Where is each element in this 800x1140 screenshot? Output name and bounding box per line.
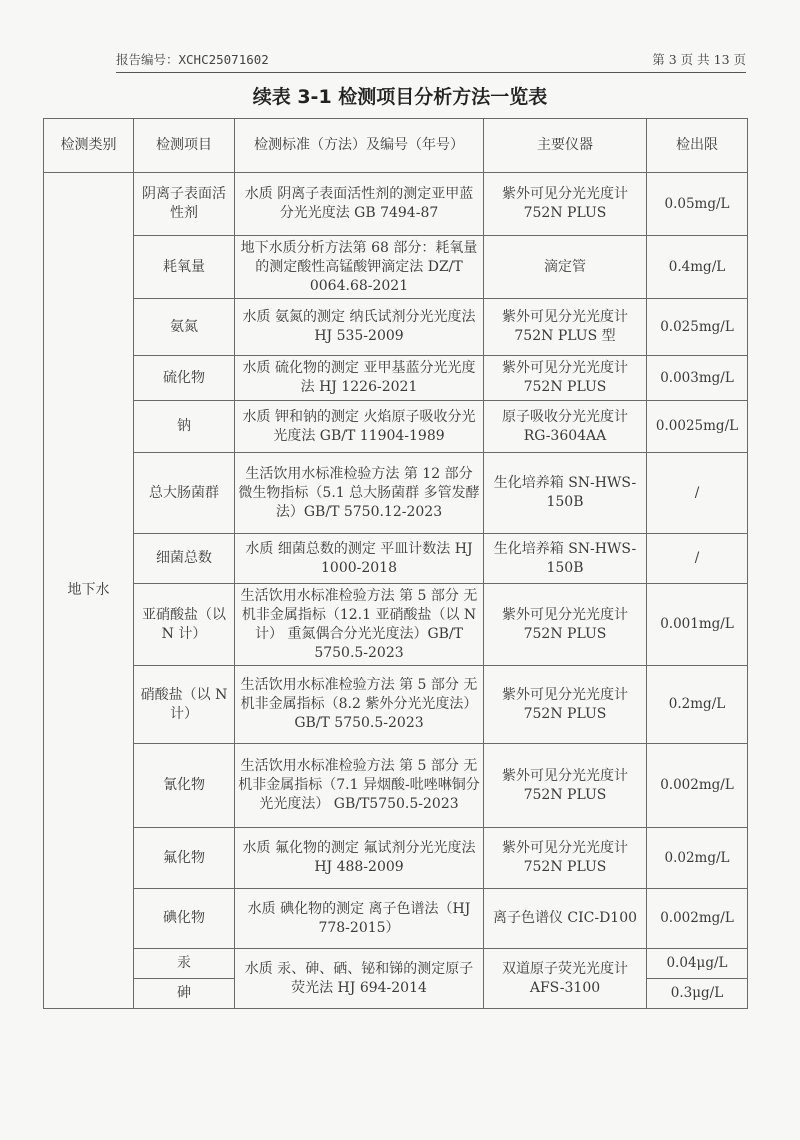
method-cell: 水质 细菌总数的测定 平皿计数法 HJ 1000-2018 (235, 534, 484, 584)
method-cell: 水质 硫化物的测定 亚甲基蓝分光光度法 HJ 1226-2021 (235, 356, 484, 401)
instrument-cell: 滴定管 (484, 236, 647, 299)
instrument-cell: 紫外可见分光光度计 752N PLUS 型 (484, 299, 647, 356)
method-cell: 地下水质分析方法第 68 部分：耗氧量的测定酸性高锰酸钾滴定法 DZ/T 0064.68-2021 (235, 236, 484, 299)
method-cell: 生活饮用水标准检验方法 第 5 部分 无机非金属指标（8.2 紫外分光光度法）GB/T 5750.5-2023 (235, 666, 484, 744)
page-number: 第 3 页 共 13 页 (652, 52, 746, 67)
method-cell: 水质 阴离子表面活性剂的测定亚甲蓝分光光度法 GB 7494-87 (235, 173, 484, 236)
limit-cell: 0.3μg/L (647, 979, 748, 1009)
limit-cell: 0.4mg/L (647, 236, 748, 299)
table-row (44, 356, 748, 401)
item-cell: 氰化物 (134, 744, 235, 828)
table-title: 续表 3-1 检测项目分析方法一览表 (252, 86, 548, 108)
limit-cell: 0.05mg/L (647, 173, 748, 236)
limit-cell: 0.02mg/L (647, 828, 748, 889)
instrument-cell: 紫外可见分光光度计 752N PLUS (484, 356, 647, 401)
limit-cell: 0.001mg/L (647, 584, 748, 666)
table-row (44, 744, 748, 828)
table-row (44, 666, 748, 744)
table-header-row (44, 119, 748, 173)
method-cell: 水质 碘化物的测定 离子色谱法（HJ 778-2015） (235, 889, 484, 949)
item-cell: 阴离子表面活性剂 (134, 173, 235, 236)
item-cell: 钠 (134, 401, 235, 453)
page-header (116, 46, 746, 73)
table-row (44, 534, 748, 584)
table-row (44, 949, 748, 979)
table-row (44, 828, 748, 889)
method-cell: 水质 氨氮的测定 纳氏试剂分光光度法 HJ 535-2009 (235, 299, 484, 356)
table-row (44, 236, 748, 299)
table-row (44, 889, 748, 949)
method-cell: 水质 钾和钠的测定 火焰原子吸收分光光度法 GB/T 11904-1989 (235, 401, 484, 453)
methods-table (43, 118, 748, 1009)
instrument-cell: 紫外可见分光光度计 752N PLUS (484, 828, 647, 889)
col-header-instrument: 主要仪器 (484, 119, 647, 173)
limit-cell: 0.0025mg/L (647, 401, 748, 453)
limit-cell: 0.002mg/L (647, 889, 748, 949)
instrument-cell: 生化培养箱 SN-HWS-150B (484, 534, 647, 584)
item-cell: 细菌总数 (134, 534, 235, 584)
limit-cell: 0.002mg/L (647, 744, 748, 828)
method-cell: 生活饮用水标准检验方法 第 5 部分 无机非金属指标（7.1 异烟酸-吡唑啉铜分光光度法） GB/T5750.5-2023 (235, 744, 484, 828)
instrument-cell: 离子色谱仪 CIC-D100 (484, 889, 647, 949)
item-cell: 氨氮 (134, 299, 235, 356)
instrument-cell: 紫外可见分光光度计 752N PLUS (484, 173, 647, 236)
instrument-cell: 紫外可见分光光度计 752N PLUS (484, 666, 647, 744)
instrument-cell: 生化培养箱 SN-HWS-150B (484, 453, 647, 534)
table-row (44, 584, 748, 666)
method-cell: 水质 氟化物的测定 氟试剂分光光度法 HJ 488-2009 (235, 828, 484, 889)
table-row (44, 401, 748, 453)
limit-cell: 0.025mg/L (647, 299, 748, 356)
limit-cell: 0.003mg/L (647, 356, 748, 401)
col-header-category: 检测类别 (44, 119, 134, 173)
table-row (44, 299, 748, 356)
table-row (44, 173, 748, 236)
item-cell: 耗氧量 (134, 236, 235, 299)
item-cell: 硫化物 (134, 356, 235, 401)
instrument-cell: 双道原子荧光光度计 AFS-3100 (484, 949, 647, 1009)
item-cell: 氟化物 (134, 828, 235, 889)
item-cell: 碘化物 (134, 889, 235, 949)
item-cell: 总大肠菌群 (134, 453, 235, 534)
instrument-cell: 紫外可见分光光度计 752N PLUS (484, 584, 647, 666)
instrument-cell: 紫外可见分光光度计 752N PLUS (484, 744, 647, 828)
method-cell: 生活饮用水标准检验方法 第 5 部分 无机非金属指标（12.1 亚硝酸盐（以 N 计） 重氮偶合分光光度法）GB/T 5750.5-2023 (235, 584, 484, 666)
instrument-cell: 原子吸收分光光度计 RG-3604AA (484, 401, 647, 453)
report-number: 报告编号：XCHC25071602 (116, 52, 269, 67)
table-row (44, 453, 748, 534)
col-header-method: 检测标准（方法）及编号（年号） (235, 119, 484, 173)
limit-cell: 0.2mg/L (647, 666, 748, 744)
category-cell: 地下水 (44, 173, 134, 1009)
limit-cell: / (647, 534, 748, 584)
limit-cell: 0.04μg/L (647, 949, 748, 979)
item-cell: 硝酸盐（以 N 计） (134, 666, 235, 744)
item-cell: 亚硝酸盐（以 N 计） (134, 584, 235, 666)
limit-cell: / (647, 453, 748, 534)
method-cell: 生活饮用水标准检验方法 第 12 部分 微生物指标（5.1 总大肠菌群 多管发酵法）GB/T 5750.12-2023 (235, 453, 484, 534)
item-cell: 砷 (134, 979, 235, 1009)
item-cell: 汞 (134, 949, 235, 979)
col-header-item: 检测项目 (134, 119, 235, 173)
col-header-limit: 检出限 (647, 119, 748, 173)
method-cell: 水质 汞、砷、硒、铋和锑的测定原子荧光法 HJ 694-2014 (235, 949, 484, 1009)
